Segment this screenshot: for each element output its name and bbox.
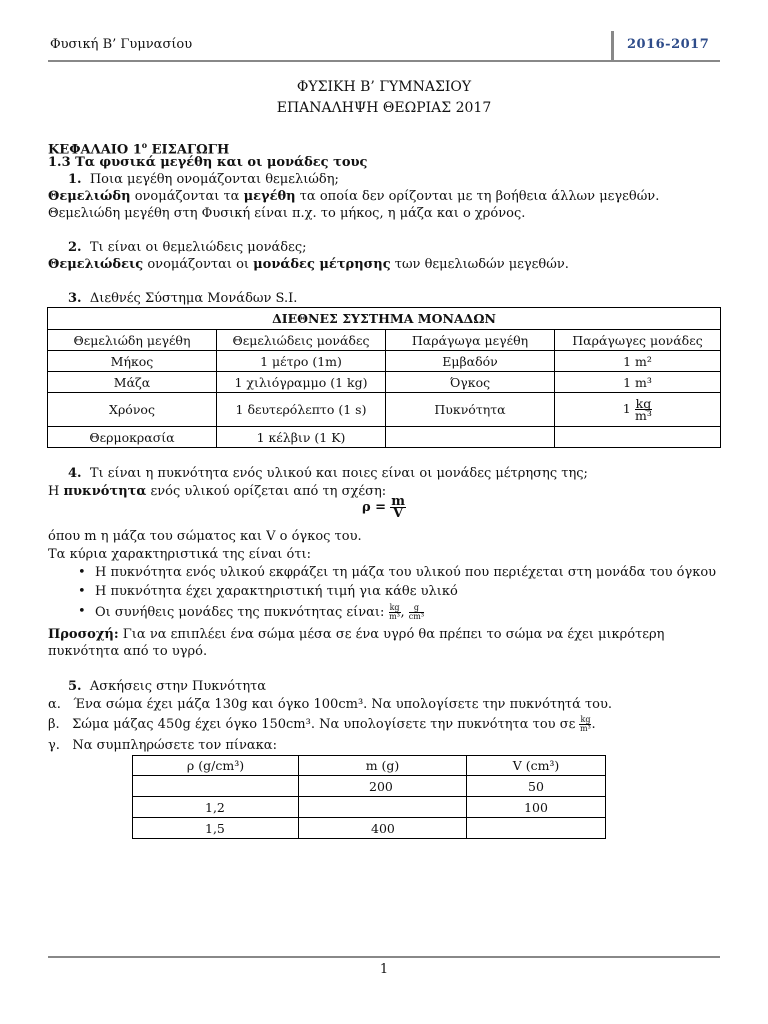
ex-cell: 400 [299, 818, 467, 839]
ex-cell [299, 797, 467, 818]
q4-bullet-3: Οι συνήθεις μονάδες της πυκνότητας είναι: $\frac{kg}{\text{m³}}$ , $\frac{g}{\text{cm³}}$ [95, 603, 425, 621]
header-divider [611, 31, 614, 61]
doc-title-line2: ΕΠΑΝΑΛΗΨΗ ΘΕΩΡΙΑΣ 2017 [276, 100, 492, 116]
si-cell: Πυκνότητα [386, 393, 555, 427]
si-cell: 1 m² [555, 351, 721, 372]
page-number: 1 [379, 962, 389, 977]
ex-header: V (cm³) [467, 756, 606, 776]
ex-cell: 50 [467, 776, 606, 797]
ex-cell: 100 [467, 797, 606, 818]
si-cell: Μήκος [48, 351, 217, 372]
q4-definition: Η πυκνότητα ενός υλικού ορίζεται από τη σχέση: [48, 484, 387, 499]
q2-answer: Θεμελιώδεις ονομάζονται οι μονάδες μέτρησης των θεμελιωδών μεγεθών. [48, 257, 569, 272]
si-cell: Εμβαδόν [386, 351, 555, 372]
q1-question: 1. Ποια μεγέθη ονομάζονται θεμελιώδη; [68, 172, 339, 187]
ex-cell [133, 776, 299, 797]
si-cell [386, 427, 555, 448]
si-cell: 1 δευτερόλεπτο (1 s) [217, 393, 386, 427]
ex-cell [467, 818, 606, 839]
si-cell: Μάζα [48, 372, 217, 393]
q2-question: 2. Τι είναι οι θεμελιώδεις μονάδες; [68, 240, 307, 255]
bullet-icon: • [78, 604, 86, 619]
bullet-icon: • [78, 565, 86, 580]
si-cell: Όγκος [386, 372, 555, 393]
q5-a: α. Ένα σώμα έχει μάζα 130g και όγκο 100cm³. Να υπολογίσετε την πυκνότητά του. [48, 697, 613, 712]
running-header-title: Φυσική Β’ Γυμνασίου [50, 37, 193, 52]
ex-cell: 1,2 [133, 797, 299, 818]
si-table-title: ΔΙΕΘΝΕΣ ΣΥΣΤΗΜΑ ΜΟΝΑΔΩΝ [48, 308, 721, 330]
si-cell: Θερμοκρασία [48, 427, 217, 448]
si-header: Θεμελιώδη μεγέθη [48, 330, 217, 351]
si-cell: Χρόνος [48, 393, 217, 427]
bullet-icon: • [78, 584, 86, 599]
q4-bullet-1: Η πυκνότητα ενός υλικού εκφράζει τη μάζα του υλικού που περιέχεται στη μονάδα του όγκου [95, 565, 717, 580]
si-cell: 1 χιλιόγραμμο (1 kg) [217, 372, 386, 393]
footer-rule [48, 956, 720, 958]
si-header: Παράγωγα μεγέθη [386, 330, 555, 351]
header-rule [48, 60, 720, 62]
chapter-heading: ΚΕΦΑΛΑΙΟ $1^o$ ΕΙΣΑΓΩΓΗ [48, 140, 230, 158]
si-cell: 1 m³ [555, 372, 721, 393]
ex-cell: 200 [299, 776, 467, 797]
si-cell: 1 κέλβιν (1 K) [217, 427, 386, 448]
q1-answer: Θεμελιώδη ονομάζονται τα μεγέθη τα οποία δεν ορίζονται με τη βοήθεια άλλων μεγεθών. [48, 189, 660, 204]
doc-title-line1: ΦΥΣΙΚΗ Β’ ΓΥΜΝΑΣΙΟΥ [296, 79, 472, 95]
q4-where: όπου m η μάζα του σώματος και V ο όγκος του. [48, 529, 362, 544]
section-heading: 1.3 Τα φυσικά μεγέθη και οι μονάδες τους [48, 155, 368, 170]
si-header: Παράγωγες μονάδες [555, 330, 721, 351]
q3-question: 3. Διεθνές Σύστημα Μονάδων S.I. [68, 291, 298, 306]
si-cell-density-unit: 1 $\frac{kg}{\text{m³}}$ [555, 393, 721, 427]
si-cell [555, 427, 721, 448]
q4-note-2: πυκνότητα από το υγρό. [48, 644, 208, 659]
density-formula: ρ = $\frac{m}{V}$ [362, 494, 405, 521]
density-exercise-table [132, 755, 606, 839]
ex-header: m (g) [299, 756, 467, 776]
si-header: Θεμελιώδεις μονάδες [217, 330, 386, 351]
q4-bullet-2: Η πυκνότητα έχει χαρακτηριστική τιμή για κάθε υλικό [95, 584, 458, 599]
running-header-year: 2016-2017 [627, 37, 710, 52]
si-cell: 1 μέτρο (1m) [217, 351, 386, 372]
q4-note: Προσοχή: Για να επιπλέει ένα σώμα μέσα σε ένα υγρό θα πρέπει το σώμα να έχει μικρότερη [48, 627, 665, 642]
q5-c: γ. Να συμπληρώσετε τον πίνακα: [48, 738, 277, 753]
q5-title: 5. Ασκήσεις στην Πυκνότητα [68, 679, 267, 694]
ex-cell: 1,5 [133, 818, 299, 839]
ex-header: ρ (g/cm³) [133, 756, 299, 776]
si-units-table [47, 307, 721, 448]
q4-characteristics: Τα κύρια χαρακτηριστικά της είναι ότι: [48, 547, 312, 562]
q1-answer-2: Θεμελιώδη μεγέθη στη Φυσική είναι π.χ. το μήκος, η μάζα και ο χρόνος. [48, 206, 526, 221]
q4-question: 4. Τι είναι η πυκνότητα ενός υλικού και ποιες είναι οι μονάδες μέτρησης της; [68, 466, 588, 481]
q5-b: β. Σώμα μάζας 450g έχει όγκο 150cm³. Να υπολογίσετε την πυκνότητα του σε $\frac{kg}{\text{m³}}$ . [48, 715, 596, 733]
